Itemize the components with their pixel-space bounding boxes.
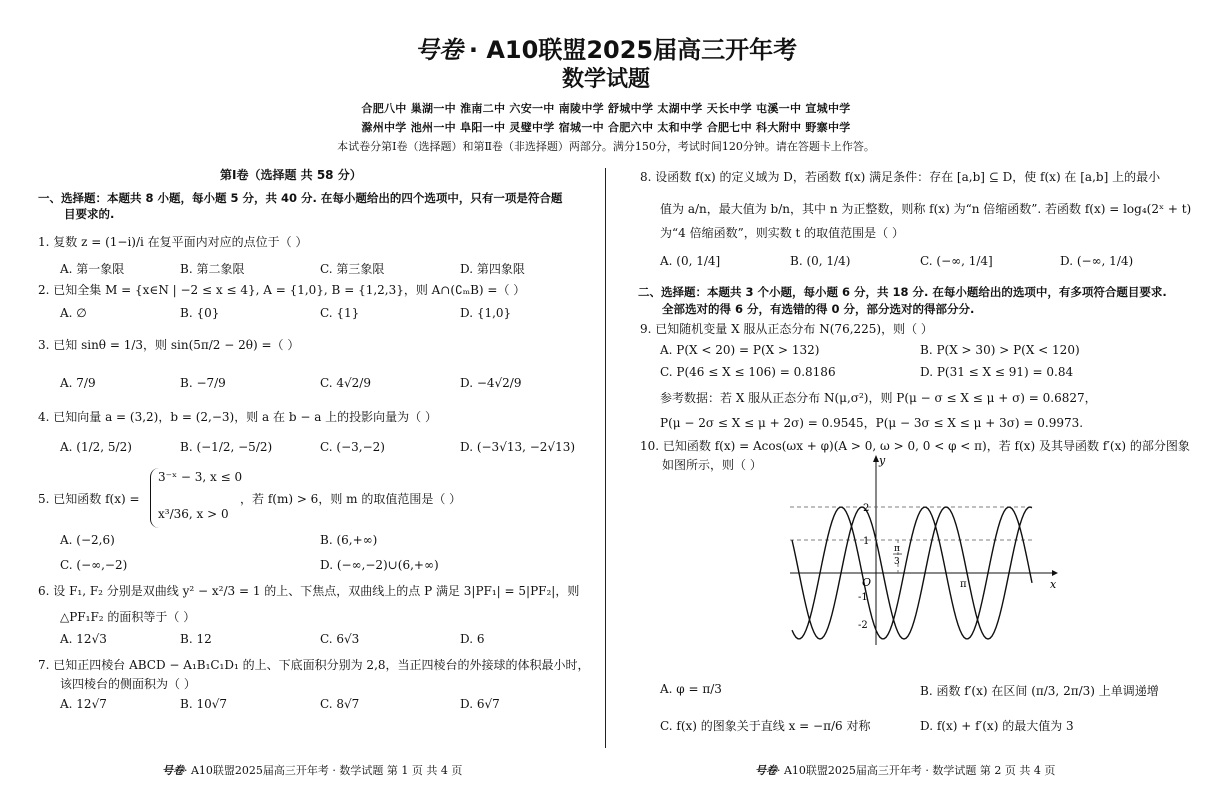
q7-option-a: A. 12√7 xyxy=(60,697,107,711)
q6-option-d: D. 6 xyxy=(460,632,485,646)
q8-option-c: C. (−∞, 1/4] xyxy=(920,254,993,268)
exam-subtitle: 数学试题 xyxy=(561,67,650,92)
brand-logo: 号卷 xyxy=(414,36,463,64)
q8-option-b: B. (0, 1/4) xyxy=(790,254,851,268)
column-divider xyxy=(605,168,606,748)
question-2: 2. 已知全集 M = {x∈N | −2 ≤ x ≤ 4}, A = {1,0}, B = {1,2,3}，则 A∩(∁ₘB) =（ ） xyxy=(38,283,526,297)
q4-option-a: A. (1/2, 5/2) xyxy=(60,440,132,454)
question-6-line-2: △PF₁F₂ 的面积等于（ ） xyxy=(60,610,196,624)
schools-line-2: 滁州中学 池州一中 阜阳一中 灵璧中学 宿城一中 合肥六中 太和中学 合肥七中 科大附中 野寨中学 xyxy=(361,121,851,134)
label-pi: π xyxy=(960,579,967,590)
question-3: 3. 已知 sinθ = 1/3，则 sin(5π/2 − 2θ) =（ ） xyxy=(38,338,300,352)
q9-option-a: A. P(X < 20) = P(X > 132) xyxy=(660,343,820,357)
q1-option-d: D. 第四象限 xyxy=(460,262,525,276)
q9-option-d: D. P(31 ≤ X ≤ 91) = 0.84 xyxy=(920,365,1074,379)
q5-tail: ，若 f(m) > 6，则 m 的取值范围是（ ） xyxy=(240,492,462,506)
x-axis-arrow xyxy=(1052,570,1058,576)
q6-option-b: B. 12 xyxy=(180,632,212,646)
label-neg-2: -2 xyxy=(858,620,868,631)
q6-option-c: C. 6√3 xyxy=(320,632,360,646)
q5-option-a: A. (−2,6) xyxy=(60,533,115,547)
question-10-line-1: 10. 已知函数 f(x) = Acos(ωx + φ)(A > 0, ω > 0, 0 < φ < π)，若 f(x) 及其导函数 f′(x) 的部分图象 xyxy=(640,439,1190,453)
label-y: y xyxy=(879,454,886,467)
q5-option-c: C. (−∞,−2) xyxy=(60,558,128,572)
question-8-line-3: 为“4 倍缩函数”，则实数 t 的取值范围是（ ） xyxy=(660,226,904,240)
schools-line-1: 合肥八中 巢湖一中 淮南二中 六安一中 南陵中学 舒城中学 太湖中学 天长中学 屯溪一中 宣城中学 xyxy=(361,102,851,115)
question-6-line-1: 6. 设 F₁, F₂ 分别是双曲线 y² − x²/3 = 1 的上、下焦点，双曲线上的点 P 满足 3|PF₁| = 5|PF₂|，则 xyxy=(38,584,580,598)
q5-option-b: B. (6,+∞) xyxy=(320,533,378,547)
q2-option-c: C. {1} xyxy=(320,306,360,320)
footer-page-1 xyxy=(162,762,462,778)
label-pi3-num: π xyxy=(894,544,900,554)
q5-case-2: x³/36, x > 0 xyxy=(158,507,229,521)
q9-option-c: C. P(46 ≤ X ≤ 106) = 0.8186 xyxy=(660,365,836,379)
q4-option-c: C. (−3,−2) xyxy=(320,440,385,454)
question-4: 4. 已知向量 a = (3,2)，b = (2,−3)，则 a 在 b − a 上的投影向量为（ ） xyxy=(38,410,437,424)
question-7-line-1: 7. 已知正四棱台 ABCD − A₁B₁C₁D₁ 的上、下底面积分别为 2,8，当正四棱台的外接球的体积最小时， xyxy=(38,658,590,672)
q10-option-b: B. 函数 f′(x) 在区间 (π/3, 2π/3) 上单调递增 xyxy=(920,684,1159,698)
question-10-line-2: 如图所示，则（ ） xyxy=(662,458,762,472)
question-7-line-2: 该四棱台的侧面积为（ ） xyxy=(60,677,196,691)
q10-option-c: C. f(x) 的图象关于直线 x = −π/6 对称 xyxy=(660,719,871,733)
q6-option-a: A. 12√3 xyxy=(60,632,107,646)
footer-logo: 号卷 xyxy=(162,764,184,777)
q5-case-1: 3⁻ˣ − 3, x ≤ 0 xyxy=(158,470,243,484)
question-9: 9. 已知随机变量 X 服从正态分布 N(76,225)，则（ ） xyxy=(640,322,933,336)
footer-page-2 xyxy=(755,762,1055,778)
q3-option-b: B. −7/9 xyxy=(180,376,226,390)
footer-logo-2: 号卷 xyxy=(755,764,777,777)
exam-title-text: · A10联盟2025届高三开年考 xyxy=(468,36,798,64)
q4-option-b: B. (−1/2, −5/2) xyxy=(180,440,273,454)
q1-option-c: C. 第三象限 xyxy=(320,262,385,276)
function-graph xyxy=(780,450,1060,650)
section-one-line-2: 目要求的. xyxy=(64,207,115,221)
exam-notice: 本试卷分第Ⅰ卷（选择题）和第Ⅱ卷（非选择题）两部分。满分150分，考试时间120分钟。请在答题卡上作答。 xyxy=(337,140,875,153)
q2-option-a: A. ∅ xyxy=(60,306,87,320)
label-1: 1 xyxy=(863,536,870,547)
q9-reference-1: 参考数据：若 X 服从正态分布 N(μ,σ²)，则 P(μ − σ ≤ X ≤ μ + σ) = 0.6827， xyxy=(660,391,1097,405)
label-pi3-den: 3 xyxy=(894,557,900,567)
q2-option-d: D. {1,0} xyxy=(460,306,512,320)
label-2: 2 xyxy=(863,503,870,514)
q3-option-a: A. 7/9 xyxy=(60,376,96,390)
question-5-head: 5. 已知函数 f(x) = xyxy=(38,492,140,506)
footer-page-2-text: · A10联盟2025届高三开年考 · 数学试题 第 2 页 共 4 页 xyxy=(777,764,1056,777)
question-1: 1. 复数 z = (1−i)/i 在复平面内对应的点位于（ ） xyxy=(38,235,308,249)
q5-option-d: D. (−∞,−2)∪(6,+∞) xyxy=(320,558,439,572)
q10-option-d: D. f(x) + f′(x) 的最大值为 3 xyxy=(920,719,1074,733)
section-two-line-1: 二、选择题：本题共 3 个小题，每小题 6 分，共 18 分. 在每小题给出的选项中，有多项符合题目要求. xyxy=(638,285,1167,299)
q8-option-d: D. (−∞, 1/4) xyxy=(1060,254,1134,268)
q10-option-a: A. φ = π/3 xyxy=(660,682,722,696)
q4-option-d: D. (−3√13, −2√13) xyxy=(460,440,576,454)
q3-option-c: C. 4√2/9 xyxy=(320,376,371,390)
footer-page-1-text: · A10联盟2025届高三开年考 · 数学试题 第 1 页 共 4 页 xyxy=(184,764,463,777)
label-x: x xyxy=(1050,578,1057,591)
q3-option-d: D. −4√2/9 xyxy=(460,376,522,390)
q1-option-b: B. 第二象限 xyxy=(180,262,245,276)
q2-option-b: B. {0} xyxy=(180,306,220,320)
section-one-line-1: 一、选择题：本题共 8 小题，每小题 5 分，共 40 分. 在每小题给出的四个选项中，只有一项是符合题 xyxy=(38,191,563,205)
q7-option-b: B. 10√7 xyxy=(180,697,227,711)
q1-option-a: A. 第一象限 xyxy=(60,262,125,276)
q8-option-a: A. (0, 1/4] xyxy=(660,254,721,268)
section-two-line-2: 全部选对的得 6 分，有选错的得 0 分，部分选对的得部分分. xyxy=(662,302,975,316)
q7-option-c: C. 8√7 xyxy=(320,697,360,711)
q9-option-b: B. P(X > 30) > P(X < 120) xyxy=(920,343,1080,357)
question-8-line-2: 值为 a/n，最大值为 b/n，其中 n 为正整数，则称 f(x) 为“n 倍缩函数”. 若函数 f(x) = log₄(2ˣ + t) xyxy=(660,202,1192,216)
q9-reference-2: P(μ − 2σ ≤ X ≤ μ + 2σ) = 0.9545，P(μ − 3σ ≤ X ≤ μ + 3σ) = 0.9973. xyxy=(660,416,1084,430)
question-8-line-1: 8. 设函数 f(x) 的定义域为 D，若函数 f(x) 满足条件：存在 [a,b] ⊆ D，使 f(x) 在 [a,b] 上的最小 xyxy=(640,170,1161,184)
label-neg-1: -1 xyxy=(858,592,868,603)
label-origin: O xyxy=(862,576,872,589)
exam-title xyxy=(0,30,1212,65)
part-one-title: 第Ⅰ卷（选择题 共 58 分） xyxy=(220,168,362,182)
q7-option-d: D. 6√7 xyxy=(460,697,500,711)
